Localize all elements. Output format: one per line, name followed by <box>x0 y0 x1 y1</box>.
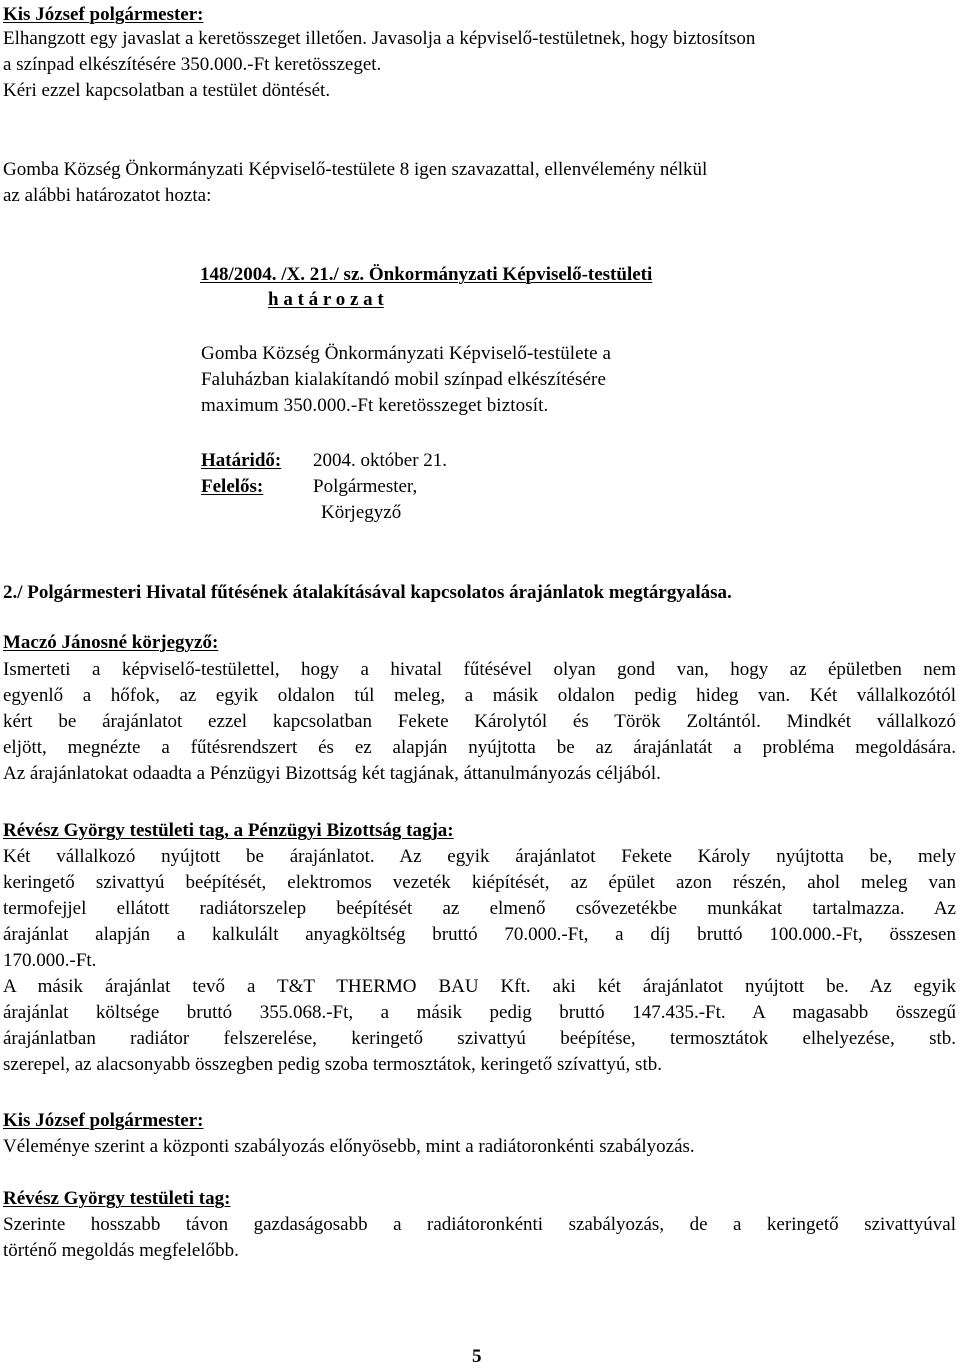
text-line: Kéri ezzel kapcsolatban a testület döntését. <box>3 80 331 101</box>
sec4-paragraph <box>3 1134 695 1160</box>
text-line: árajánlat költsége bruttó 355.068.-Ft, a másik pedig bruttó 147.435.-Ft. A magasabb összegű <box>3 1002 956 1023</box>
deadline-label: Határidő: <box>201 450 282 471</box>
text-line: egyenlő a hőfok, az egyik oldalon túl meleg, a másik oldalon pedig hideg van. Két vállalkozótól <box>3 685 956 706</box>
resolution-number: 148/2004. /X. 21./ sz. Önkormányzati Képviselő-testületi <box>200 264 653 285</box>
resolution-heading: h a t á r o z a t <box>268 289 384 310</box>
speaker-kis-jozsef-1: Kis József polgármester: <box>3 4 204 25</box>
sec5-paragraph <box>3 1212 956 1264</box>
text-line: Gomba Község Önkormányzati Képviselő-testülete a <box>201 343 612 364</box>
text-line: Elhangzott egy javaslat a keretösszeget illetően. Javasolja a képviselő-testületnek, hogy biztosítson <box>3 28 756 49</box>
text-line: szerepel, az alacsonyabb összegben pedig szoba termosztátok, keringető szívattyú, stb. <box>3 1054 662 1075</box>
text-line: Ismerteti a képviselő-testülettel, hogy a hivatal fűtésével olyan gond van, hogy az épületben nem <box>3 659 956 680</box>
text-line: Gomba Község Önkormányzati Képviselő-testülete 8 igen szavazattal, ellenvélemény nélkül <box>3 159 708 180</box>
resolution-body <box>201 341 611 419</box>
speaker-revesz-2: Révész György testületi tag: <box>3 1188 231 1209</box>
responsible-value-1: Polgármester, <box>313 476 418 497</box>
speaker-maczo: Maczó Jánosné körjegyző: <box>3 632 219 653</box>
responsible-label: Felelős: <box>201 476 264 497</box>
text-line: eljött, megnézte a fűtésrendszert és ez alapján nyújtotta be az árajánlatát a probléma megoldására. <box>3 737 956 758</box>
text-line: történő megoldás megfelelőbb. <box>3 1240 239 1261</box>
text-line: Az árajánlatokat odaadta a Pénzügyi Bizottság két tagjának, áttanulmányozás céljából. <box>3 763 661 784</box>
text-line: kért be árajánlatot ezzel kapcsolatban Fekete Károlytól és Török Zoltántól. Mindkét vállalkozó <box>3 711 956 732</box>
text-line: A másik árajánlat tevő a T&T THERMO BAU Kft. aki két árajánlatot nyújtott be. Az egyik <box>3 976 956 997</box>
sec2-paragraph <box>3 657 956 787</box>
text-line: 170.000.-Ft. <box>3 950 97 971</box>
text-line: az alábbi határozatot hozta: <box>3 185 212 206</box>
text-line: a színpad elkészítésére 350.000.-Ft keretösszeget. <box>3 54 382 75</box>
text-line: maximum 350.000.-Ft keretösszeget biztosít. <box>201 395 549 416</box>
text-line: árajánlatban radiátor felszerelése, keringető szivattyú beépítése, termosztátok elhelyezése, stb. <box>3 1028 956 1049</box>
vote-paragraph <box>3 157 707 209</box>
text-line: Két vállalkozó nyújtott be árajánlatot. Az egyik árajánlatot Fekete Károly nyújtotta be, mely <box>3 846 956 867</box>
agenda-item-2-title: 2./ Polgármesteri Hivatal fűtésének átalakításával kapcsolatos árajánlatok megtárgyalása. <box>3 582 732 603</box>
sec1-paragraph <box>3 26 755 104</box>
speaker-kis-jozsef-2: Kis József polgármester: <box>3 1110 204 1131</box>
text-line: keringető szivattyú beépítését, elektromos vezeték kiépítését, az épület azon részén, ahol meleg van <box>3 872 956 893</box>
sec3-paragraph <box>3 844 956 1078</box>
text-line: árajánlat alapján a kalkulált anyagköltség bruttó 70.000.-Ft, a díj bruttó 100.000.-Ft, összesen <box>3 924 956 945</box>
speaker-revesz-1: Révész György testületi tag, a Pénzügyi Bizottság tagja: <box>3 820 454 841</box>
text-line: termofejjel ellátott radiátorszelep beépítését az elmenő csővezetékbe munkákat tartalmazza. Az <box>3 898 956 919</box>
text-line: Faluházban kialakítandó mobil színpad elkészítésére <box>201 369 607 390</box>
text-line: Véleménye szerint a központi szabályozás előnyösebb, mint a radiátoronkénti szabályozás. <box>3 1136 695 1157</box>
page-number: 5 <box>472 1346 482 1367</box>
responsible-value-2: Körjegyző <box>321 502 402 523</box>
text-line: Szerinte hosszabb távon gazdaságosabb a radiátoronkénti szabályozás, de a keringető szivattyúval <box>3 1214 956 1235</box>
deadline-value: 2004. október 21. <box>313 450 448 471</box>
